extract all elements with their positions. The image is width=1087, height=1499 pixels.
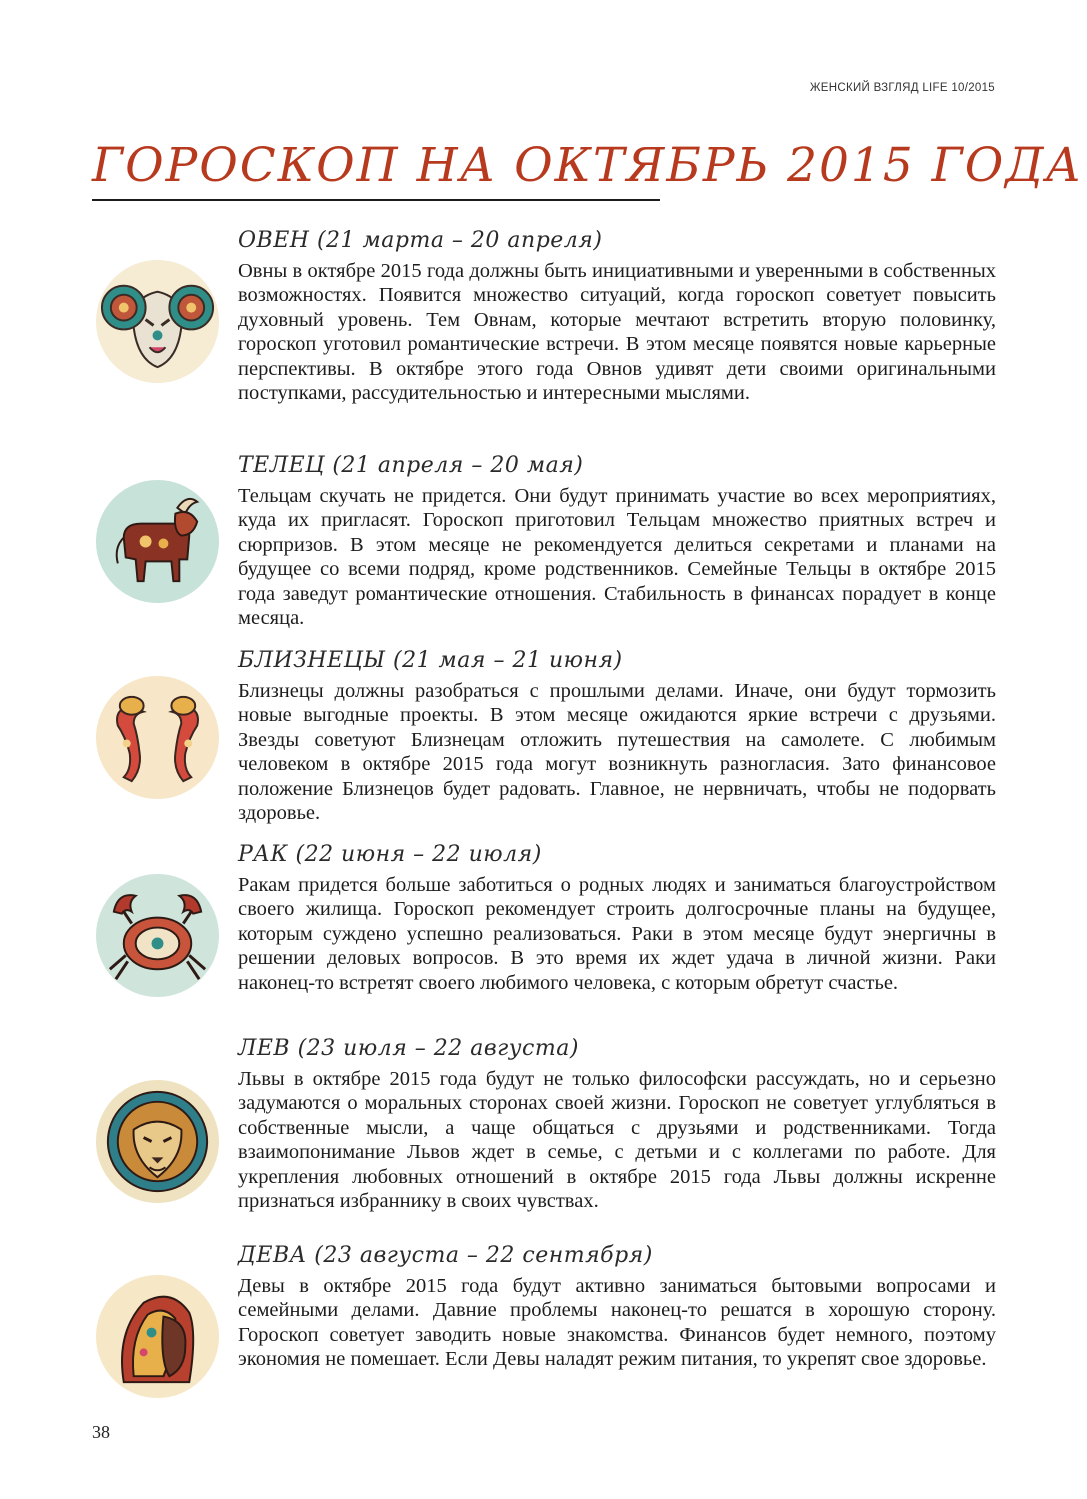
- sign-text: Девы в октябре 2015 года будут активно заниматься бытовыми вопросами и семейными делами. Давние проблемы наконец-то решатся в хорошую сторону. Гороскоп советует заводить новые знакомства. Финансов будет немного, поэтому экономия не помешает. Если Девы наладят режим питания, то укрепят свое здоровье.: [238, 1275, 996, 1371]
- sign-text: Близнецы должны разобраться с прошлыми делами. Иначе, они будут тормозить новые выгодные проекты. В этом месяце ожидаются яркие встречи с друзьями. Звезды советуют Близнецам отложить путешествия на самолете. С любимым человеком в октябре 2015 года могут возникнуть разногласия. Зато финансовое положение Близнецов будет радовать. Главное, не нервничать, чтобы не подорвать здоровье.: [238, 680, 996, 825]
- sign-heading: РАК (22 июня – 22 июля): [238, 842, 542, 867]
- sign-heading: ОВЕН (21 марта – 20 апреля): [238, 228, 603, 253]
- sign-heading: БЛИЗНЕЦЫ (21 мая – 21 июня): [238, 648, 623, 673]
- sign-heading: ДЕВА (23 августа – 22 сентября): [238, 1243, 653, 1268]
- title-underline: [92, 199, 660, 201]
- gemini-twins-icon: [94, 674, 221, 801]
- sign-heading: ЛЕВ (23 июля – 22 августа): [238, 1036, 579, 1061]
- magazine-header: ЖЕНСКИЙ ВЗГЛЯД LIFE 10/2015: [809, 82, 995, 94]
- aries-ram-icon: [94, 258, 221, 385]
- cancer-crab-icon: [94, 872, 221, 999]
- page-title: ГОРОСКОП НА ОКТЯБРЬ 2015 ГОДА: [92, 138, 1084, 193]
- sign-text: Овны в октябре 2015 года должны быть инициативными и уверенными в собственных возможностях. Появится множество ситуаций, когда гороскоп советует повысить духовный уровень. Тем Овнам, которые мечтают встретить вторую половинку, гороскоп уготовил романтические встречи. В этом месяце появятся новые карьерные перспективы. В октябре этого года Овнов удивят дети своими оригинальными поступками, рассудительностью и интересными мыслями.: [238, 260, 996, 405]
- leo-lion-icon: [94, 1078, 221, 1205]
- taurus-bull-icon: [94, 478, 221, 605]
- virgo-maiden-icon: [94, 1273, 221, 1400]
- sign-text: Львы в октябре 2015 года будут не только философски рассуждать, но и серьезно задумаются о моральных сторонах своей жизни. Гороскоп не советует углубляться в собственные мысли, а чаще общаться с друзьями и родственниками. Тогда взаимопонимание Львов ждет в семье, с детьми и с коллегами по работе. Для укрепления любовных отношений в октябре 2015 года Львы должны искренне признаться избраннику в своих чувствах.: [238, 1068, 996, 1213]
- sign-text: Ракам придется больше заботиться о родных людях и заниматься благоустройством своего жилища. Гороскоп рекомендует строить долгосрочные планы на будущее, которым суждено успешно реализоваться. Раки в этом месяце будут энергичны в решении деловых вопросов. В это время их ждет удача в личной жизни. Раки наконец-то встретят своего любимого человека, с которым обретут счастье.: [238, 874, 996, 994]
- sign-heading: ТЕЛЕЦ (21 апреля – 20 мая): [238, 453, 584, 478]
- sign-text: Тельцам скучать не придется. Они будут принимать участие во всех мероприятиях, куда их пригласят. Гороскоп приготовил Тельцам множество приятных встреч и сюрпризов. В этом месяце не рекомендуется делиться секретами и планами на будущее со всеми подряд, кроме родственников. Семейные Тельцы в октябре 2015 года заведут романтические отношения. Стабильность в финансах порадует в конце месяца.: [238, 485, 996, 630]
- page-number: 38: [92, 1422, 110, 1442]
